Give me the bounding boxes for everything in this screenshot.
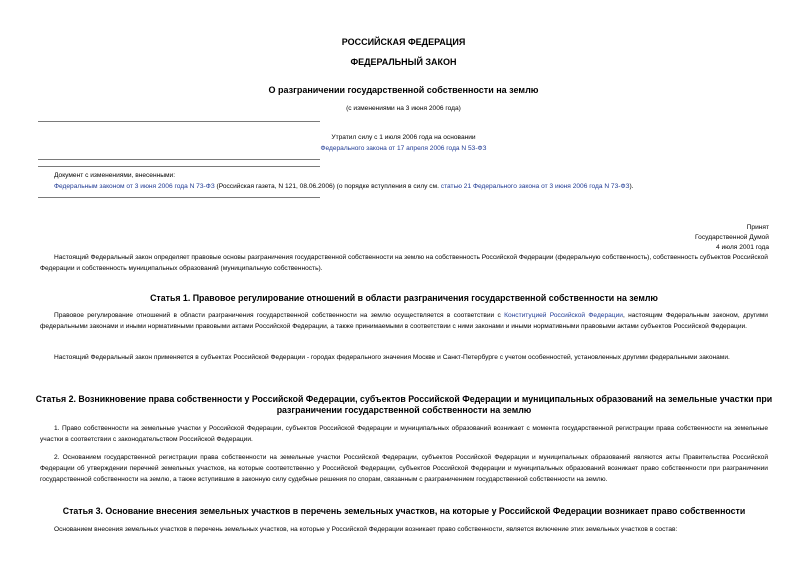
accepted-label: Принят (746, 224, 769, 231)
law-title: О разграничении государственной собственности на землю (268, 85, 539, 95)
article-1-paragraph-2 (40, 352, 768, 363)
divider (38, 121, 320, 122)
changes-link-article[interactable]: статью 21 Федерального закона от 3 июня 2006 года N 73-ФЗ (440, 183, 630, 190)
changes-line (54, 182, 784, 192)
country-heading: РОССИЙСКАЯ ФЕДЕРАЦИЯ (341, 37, 466, 47)
status-link[interactable]: Федерального закона от 17 апреля 2006 года N 53-ФЗ (320, 145, 487, 152)
intro-text: Настоящий Федеральный закон определяет правовые основы разграничения государственной собственности на землю на собственность Российской Федерации (федеральную собственность), собственность субъектов Российской Федерации и собственность муниципальных образований (муниципальную собственность). (40, 254, 768, 272)
article-1-text-a: Правовое регулирование отношений в области разграничения государственной собственности на землю осуществляется в соответствии с (54, 312, 505, 319)
article-2-text-1: 1. Право собственности на земельные участки у Российской Федерации, субъектов Российской Федерации и муниципальных образований возникает с момента государственной регистрации права собственности на земельные участки в соответствии с законодательством Российской Федерации. (40, 425, 768, 443)
divider (38, 159, 320, 160)
amendment-note: (с изменениями на 3 июня 2006 года) (346, 105, 461, 112)
article-2-paragraph-1 (40, 423, 768, 445)
article-2-paragraph-2 (40, 452, 768, 485)
article-2-text-2: 2. Основанием государственной регистрации права собственности на земельные участки Российской Федерации, субъектов Российской Федерации и муниципальных образований являются акты Правительства Российской Федерации об утверждении перечней земельных участков, на которые соответственно у Российской Федерации, субъектов Российской Федерации и муниципальных образований возникает право собственности при разграничении государственной собственности на землю, а также вступившие в законную силу судебные решения по спорам, связанным с разграничением государственной собственности на землю. (40, 454, 768, 483)
accepted-date: 4 июля 2001 года (715, 244, 769, 251)
article-3-title: Статья 3. Основание внесения земельных участков в перечень земельных участков, на которые у Российской Федерации возникает право собственности (62, 506, 746, 516)
accepted-by: Государственной Думой (695, 234, 769, 241)
changes-text-end: ). (629, 183, 634, 190)
law-type-heading: ФЕДЕРАЛЬНЫЙ ЗАКОН (350, 57, 457, 67)
article-1-title: Статья 1. Правовое регулирование отношений в области разграничения государственной собственности на землю (150, 293, 658, 303)
intro-paragraph (40, 252, 768, 274)
divider (38, 197, 320, 198)
article-1-paragraph-1 (40, 310, 768, 332)
constitution-link[interactable]: Конституцией Российской Федерации (504, 312, 623, 319)
changes-label: Документ с изменениями, внесенными: (54, 172, 176, 179)
divider (38, 166, 320, 167)
article-2-title: Статья 2. Возникновение права собственности у Российской Федерации, субъектов Российской Федерации и муниципальных образований на земельные участки при разграничении государственной собственности на землю (35, 394, 773, 415)
article-3-text-1: Основанием внесения земельных участков в перечень земельных участков, на которые у Российской Федерации возникает право собственности, является включение этих земельных участков в состав: (54, 526, 678, 533)
status-text: Утратил силу с 1 июля 2006 года на основании (331, 134, 476, 141)
article-3-paragraph-1 (40, 524, 768, 535)
article-1-text-2: Настоящий Федеральный закон применяется в субъектах Российской Федерации - городах федерального значения Москве и Санкт-Петербурге с учетом особенностей, установленных другими федеральными законами. (54, 354, 730, 361)
changes-text: (Российская газета, N 121, 08.06.2006) (о порядке вступления в силу см. (214, 183, 441, 190)
article-1-text-b: , настоящим Федеральным законом, другими федеральными законами и иными нормативными правовыми актами Российской Федерации, а также принимаемыми в соответствии с ними законами и иными нормативными правовыми актами субъектов Российской Федерации. (40, 312, 768, 330)
changes-link-law[interactable]: Федеральным законом от 3 июня 2006 года N 73-ФЗ (54, 183, 215, 190)
